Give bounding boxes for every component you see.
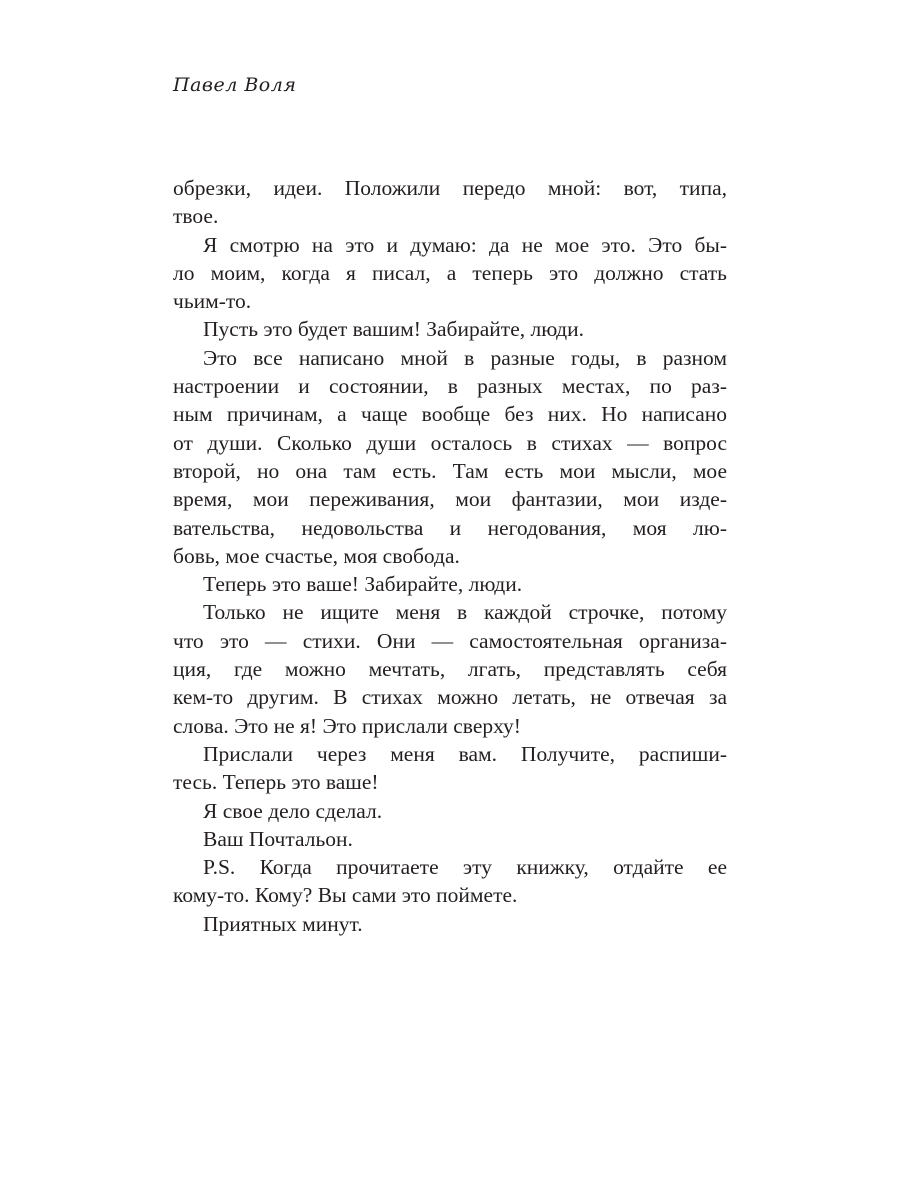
text-line: Только не ищите меня в каждой строчке, потому (203, 600, 727, 625)
body-text (173, 174, 727, 938)
text-line: вательства, недовольства и негодования, моя лю- (173, 515, 727, 540)
text-line: слова. Это не я! Это прислали сверху! (173, 713, 521, 738)
text-line: бовь, мое счастье, моя свобода. (173, 543, 460, 568)
text-line: Пусть это будет вашим! Забирайте, люди. (203, 317, 585, 342)
text-line: второй, но она там есть. Там есть мои мысли, мое (173, 458, 727, 483)
text-line: тесь. Теперь это ваше! (173, 770, 379, 795)
text-line: что это — стихи. Они — самостоятельная организа- (173, 628, 727, 653)
text-line: твое. (173, 204, 219, 229)
text-line: Теперь это ваше! Забирайте, люди. (203, 572, 523, 597)
text-line: Ваш Почтальон. (203, 826, 353, 851)
text-line: кем-то другим. В стихах можно летать, не отвечая за (173, 685, 727, 710)
text-line: чьим-то. (173, 289, 252, 314)
text-line: ло моим, когда я писал, а теперь это должно стать (173, 260, 727, 285)
running-head-author: Павел Воля (173, 74, 297, 96)
text-line: Прислали через меня вам. Получите, распиши- (203, 741, 727, 766)
text-line: обрезки, идеи. Положили передо мной: вот, типа, (173, 176, 727, 200)
text-line: время, мои переживания, мои фантазии, мои изде- (173, 487, 727, 512)
text-line: P.S. Когда прочитаете эту книжку, отдайте ее (203, 855, 727, 880)
text-line: Я свое дело сделал. (203, 798, 383, 823)
text-line: настроении и состоянии, в разных местах, по раз- (173, 374, 727, 399)
text-line: от души. Сколько души осталось в стихах — вопрос (173, 430, 727, 455)
text-line: Я смотрю на это и думаю: да не мое это. Это бы- (203, 232, 727, 257)
text-line: Приятных минут. (203, 911, 363, 936)
text-line: ным причинам, а чаще вообще без них. Но написано (173, 402, 727, 427)
text-line: ция, где можно мечтать, лгать, представлять себя (173, 657, 727, 682)
text-line: кому-то. Кому? Вы сами это поймете. (173, 883, 518, 908)
text-line: Это все написано мной в разные годы, в разном (203, 345, 727, 370)
